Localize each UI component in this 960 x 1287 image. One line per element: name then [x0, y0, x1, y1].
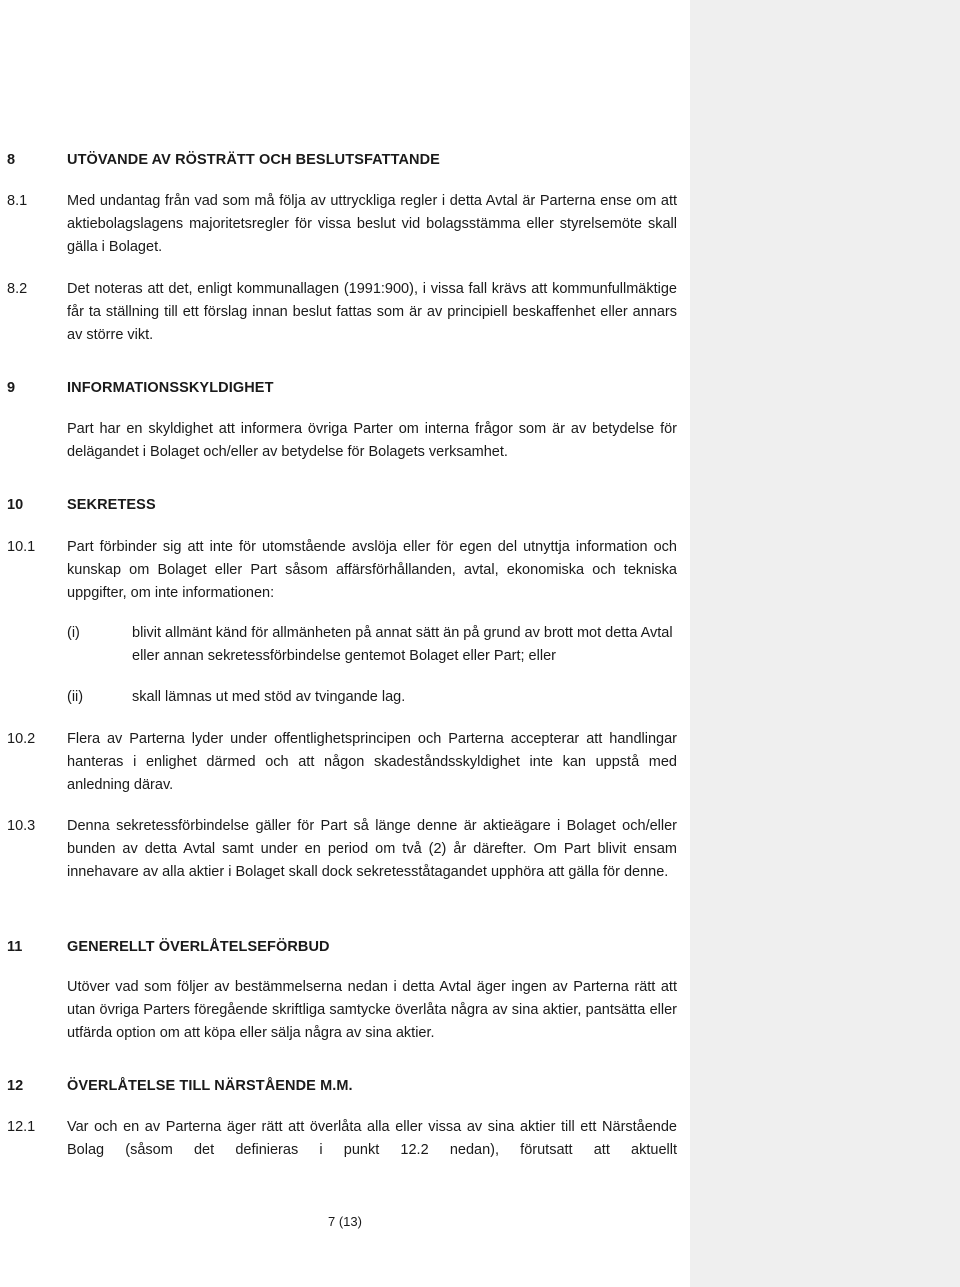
clause-number: 8.2 [7, 281, 28, 297]
section-title: UTÖVANDE AV RÖSTRÄTT OCH BESLUTSFATTANDE [67, 152, 440, 168]
section-title: INFORMATIONSSKYLDIGHET [67, 380, 274, 396]
clause-number: 10.1 [7, 539, 36, 555]
section-number: 12 [7, 1078, 24, 1094]
clause-number: 8.1 [7, 193, 28, 209]
section-title: SEKRETESS [67, 497, 156, 513]
clause-text: Det noteras att det, enligt kommunallagen (1991:900), i vissa fall krävs att kommunfullmäktige får ta ställning till ett förslag innan beslut fattas som är av principiell beskaffenhet eller annars av större vikt. [67, 281, 677, 343]
section-number: 8 [7, 152, 16, 168]
clause-text: Part förbinder sig att inte för utomstående avslöja eller för egen del utnyttja information och kunskap om Bolaget eller Part såsom affärsförhållanden, avtal, ekonomiska och tekniska uppgifter, om inte informationen: [67, 539, 677, 601]
comment-margin-panel [690, 0, 960, 1287]
page-number: 7 (13) [328, 1214, 362, 1229]
section-title: ÖVERLÅTELSE TILL NÄRSTÅENDE M.M. [67, 1078, 353, 1094]
list-marker: (i) [67, 625, 80, 641]
section-title: GENERELLT ÖVERLÅTELSEFÖRBUD [67, 939, 330, 955]
clause-text: Med undantag från vad som må följa av uttryckliga regler i detta Avtal är Parterna ense om att aktiebolagslagens majoritetsregler för vissa beslut vid bolagsstämma eller styrelsemöte skall gälla i Bolaget. [67, 193, 677, 255]
list-marker: (ii) [67, 689, 84, 705]
clause-number: 10.3 [7, 818, 36, 834]
section-number: 9 [7, 380, 16, 396]
list-item-text: blivit allmänt känd för allmänheten på annat sätt än på grund av brott mot detta Avtal eller annan sekretessförbindelse gentemot Bolaget eller Part; eller [132, 625, 673, 664]
paragraph-text: Utöver vad som följer av bestämmelserna nedan i detta Avtal äger ingen av Parterna rätt att utan övriga Parters föregående skriftliga samtycke överlåta några av sina aktier, pantsätta eller utfärda option om att köpa eller sälja några av sina aktier. [67, 979, 677, 1041]
clause-number: 12.1 [7, 1119, 36, 1135]
list-item-text: skall lämnas ut med stöd av tvingande lag. [132, 689, 406, 705]
clause-text: Var och en av Parterna äger rätt att överlåta alla eller vissa av sina aktier till ett Närstående Bolag (såsom det definieras i punkt 12.2 nedan), förutsatt att aktuellt [67, 1119, 677, 1158]
clause-number: 10.2 [7, 731, 36, 747]
clause-text: Flera av Parterna lyder under offentlighetsprincipen och Parterna accepterar att handlingar hanteras i enlighet därmed och att någon skadeståndsskyldighet inte kan uppstå med anledning därav. [67, 731, 677, 793]
section-number: 11 [7, 939, 23, 955]
section-number: 10 [7, 497, 24, 513]
paragraph-text: Part har en skyldighet att informera övriga Parter om interna frågor som är av betydelse för delägandet i Bolaget och/eller av betydelse för Bolagets verksamhet. [67, 421, 677, 460]
clause-text: Denna sekretessförbindelse gäller för Part så länge denne är aktieägare i Bolaget och/eller bunden av detta Avtal samt under en period om två (2) år därefter. Om Part blivit ensam innehavare av alla aktier i Bolaget skall dock sekretesståtagandet upphöra att gälla för denne. [67, 818, 677, 880]
